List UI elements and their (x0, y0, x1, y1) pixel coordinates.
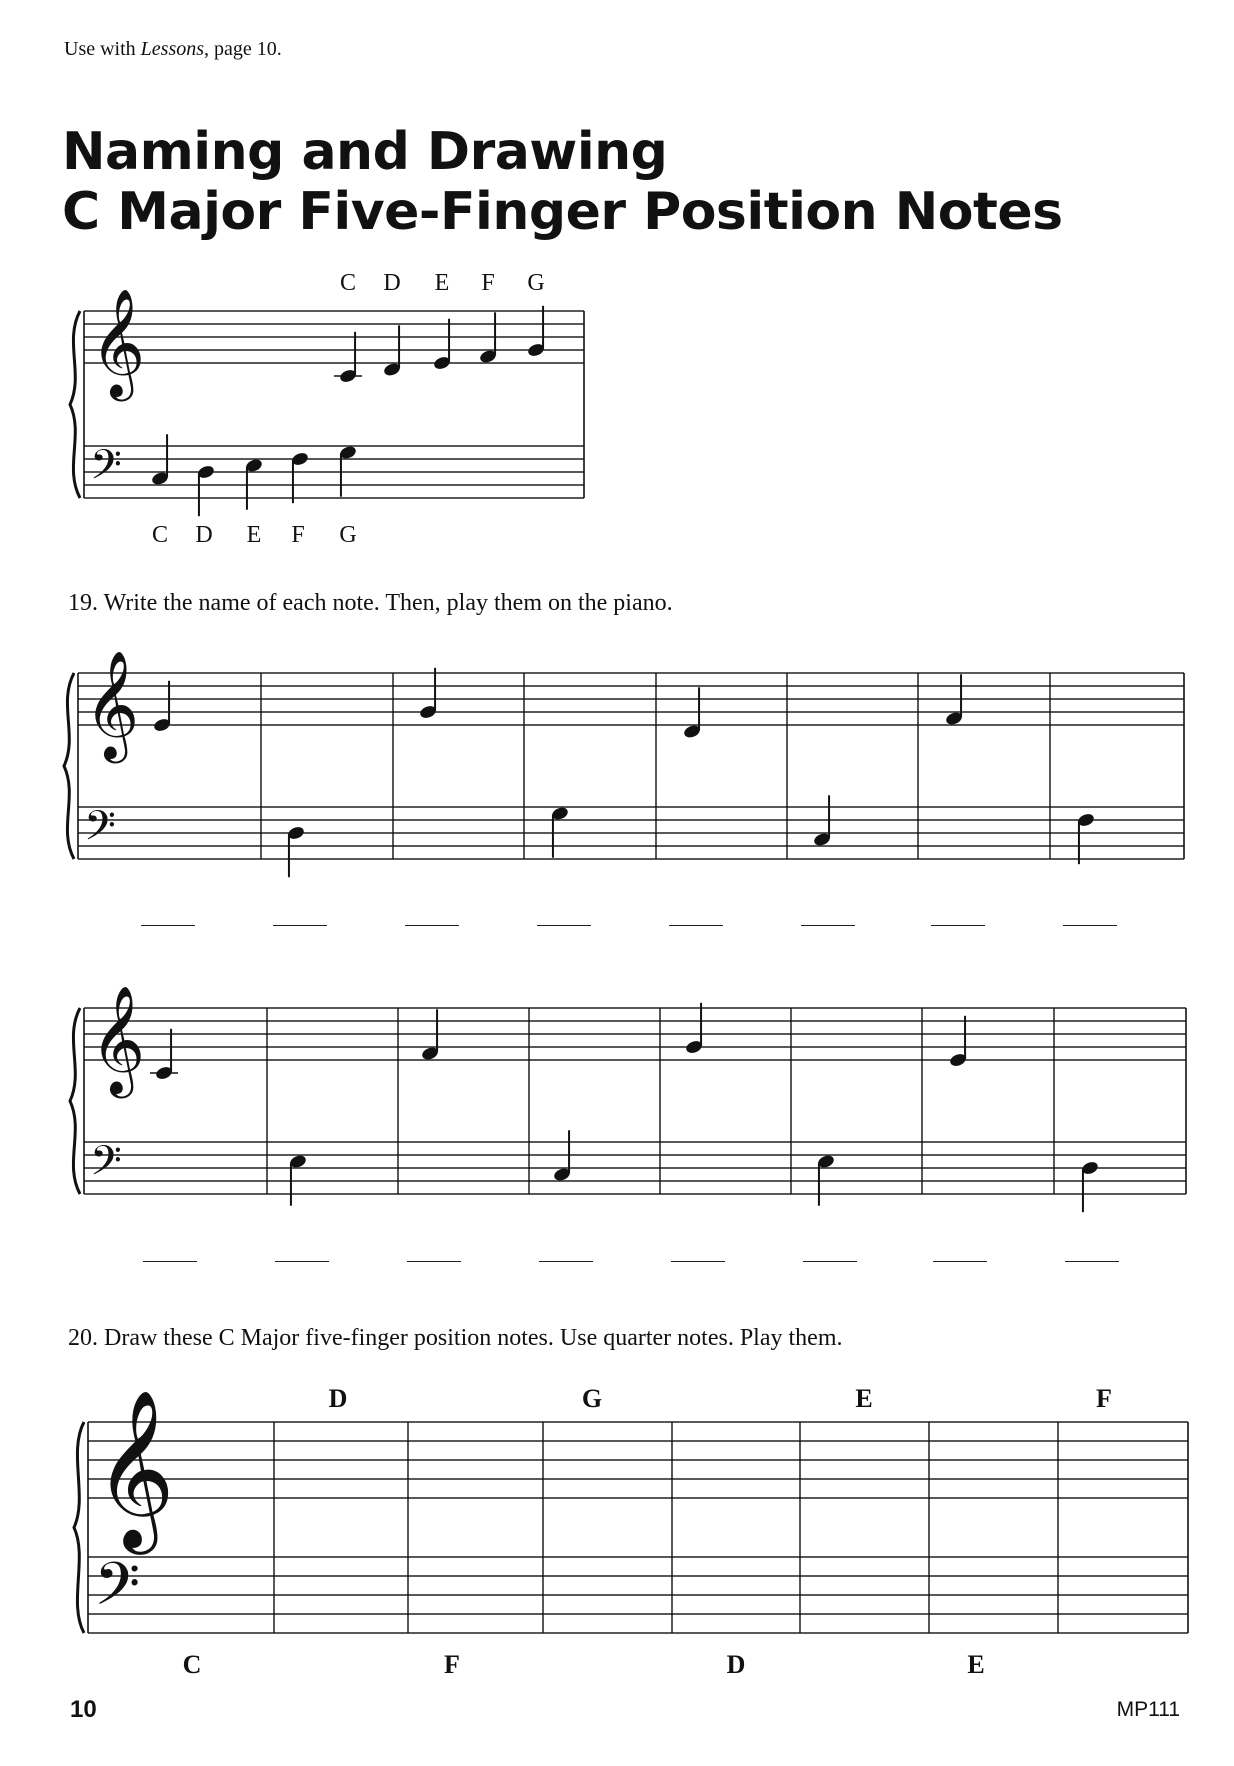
book-code: MP111 (1116, 1698, 1180, 1721)
bass-clef-icon: 𝄢 (94, 1549, 141, 1634)
title-line-1: Naming and Drawing (62, 122, 668, 182)
exercise-20-bass-label: C (182, 1650, 202, 1679)
treble-clef-icon: 𝄞 (94, 1389, 175, 1549)
bass-clef-icon: 𝄢 (90, 440, 122, 499)
bass-clef-icon: 𝄢 (90, 1136, 122, 1195)
example-bass-label: C (151, 522, 168, 548)
title-line-2: C Major Five-Finger Position Notes (62, 182, 1063, 242)
treble-clef-icon: 𝄞 (90, 985, 146, 1095)
exercise-19-instruction: 19. Write the name of each note. Then, play them on the piano. (68, 590, 673, 616)
usage-note: Use with Lessons, page 10. (64, 38, 282, 60)
exercise-20-treble-label: D (328, 1384, 348, 1413)
exercise-20-bass-label: F (444, 1650, 460, 1679)
brace (74, 1422, 84, 1633)
example-treble-label: C (339, 270, 356, 296)
exercise-20-treble-label: E (855, 1384, 873, 1413)
page-number: 10 (70, 1696, 97, 1723)
exercise-20-treble-label: G (581, 1384, 603, 1413)
lessons-book-title: Lessons (140, 38, 205, 60)
example-bass-label: E (246, 522, 262, 548)
example-bass-label: G (339, 522, 357, 548)
example-treble-label: E (434, 270, 450, 296)
exercise-20-instruction: 20. Draw these C Major five-finger position notes. Use quarter notes. Play them. (68, 1325, 843, 1351)
exercise-20-treble-label: F (1096, 1384, 1112, 1413)
exercise-20-bass-label: D (726, 1650, 746, 1679)
bass-clef-icon: 𝄢 (84, 801, 116, 860)
exercise-20-bass-label: E (967, 1650, 985, 1679)
example-treble-label: F (481, 270, 495, 296)
example-bass-label: D (195, 522, 213, 548)
example-treble-label: D (383, 270, 401, 296)
treble-clef-icon: 𝄞 (90, 288, 146, 398)
example-treble-label: G (527, 270, 545, 296)
treble-clef-icon: 𝄞 (84, 650, 140, 760)
example-bass-label: F (291, 522, 305, 548)
